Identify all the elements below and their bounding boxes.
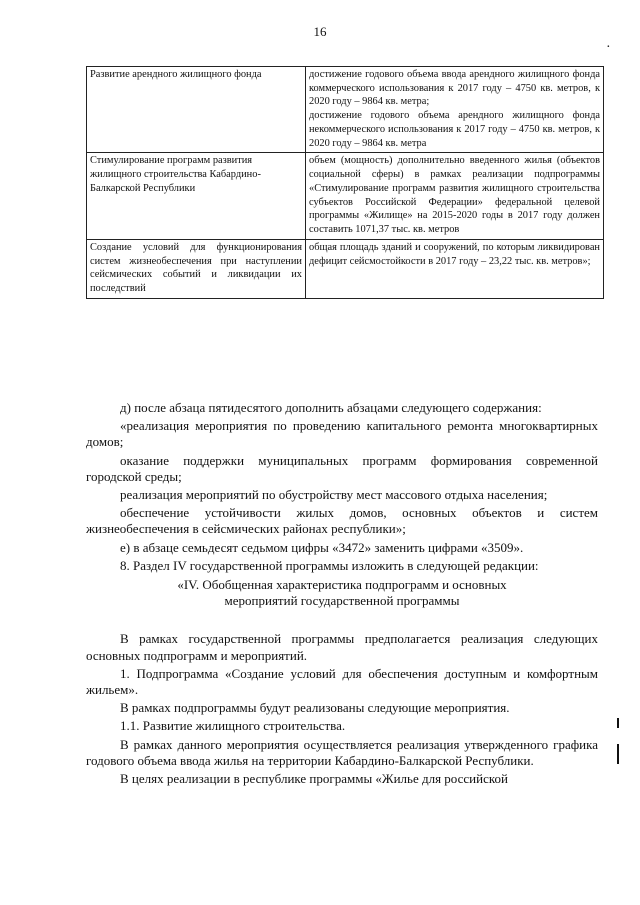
paragraph: обеспечение устойчивости жилых домов, основных объектов и систем жизнеобеспечения в сейсмических районах республики»; xyxy=(86,505,598,537)
paragraph: В рамках подпрограммы будут реализованы следующие мероприятия. xyxy=(120,700,510,716)
paragraph: 1.1. Развитие жилищного строительства. xyxy=(120,718,346,734)
table-cell-measure: Стимулирование программ развития жилищного строительства Кабардино-Балкарской Республики xyxy=(87,153,306,239)
indicators-table xyxy=(86,66,604,299)
table-cell-result: общая площадь зданий и сооружений, по которым ликвидирован дефицит сейсмостойкости в 2017 году – 23,22 тыс. кв. метров»; xyxy=(306,239,604,298)
table-cell-measure: Создание условий для функционирования систем жизнеобеспечения при наступлении сейсмических событий и ликвидации их последствий xyxy=(87,239,306,298)
paragraph: В целях реализации в республике программы «Жилье для российской xyxy=(120,771,508,787)
paragraph: реализация мероприятий по обустройству мест массового отдыха населения; xyxy=(120,487,548,503)
table-cell-line: достижение годового объема арендного жилищного фонда некоммерческого использования к 2017 году – 4750 кв. метров, к 2020 году – 9864 кв. метра xyxy=(309,110,600,149)
table-row xyxy=(87,67,604,153)
paragraph: оказание поддержки муниципальных программ формирования современной городской среды; xyxy=(86,452,598,484)
table-row xyxy=(87,153,604,239)
spacer xyxy=(86,609,598,631)
paragraph: В рамках государственной программы предполагается реализация следующих основных подпрограмм и мероприятий. xyxy=(86,631,598,663)
table-row xyxy=(87,239,604,298)
section-heading xyxy=(86,577,598,609)
paragraph: 1. Подпрограмма «Создание условий для обеспечения доступным и комфортным жильем». xyxy=(86,665,598,698)
section-heading-line: мероприятий государственной программы xyxy=(224,593,460,609)
paragraph: «реализация мероприятия по проведению капитального ремонта многоквартирных домов; xyxy=(86,418,598,450)
margin-mark xyxy=(617,744,619,764)
paragraph: В рамках данного мероприятия осуществляется реализация утвержденного графика годового объема ввода жилья на территории Кабардино-Балкарской Республики. xyxy=(86,736,598,768)
table-cell-measure: Развитие арендного жилищного фонда xyxy=(87,67,306,153)
page-number: 16 xyxy=(313,24,327,39)
table-cell-line: достижение годового объема ввода арендного жилищного фонда коммерческого использования к 2017 году – 4750 кв. метров, к 2020 году – 9864 кв. метра; xyxy=(309,69,600,108)
paragraph: д) после абзаца пятидесятого дополнить абзацами следующего содержания: xyxy=(120,400,542,415)
margin-mark xyxy=(617,718,619,728)
table-cell-result: объем (мощность) дополнительно введенного жилья (объектов социальной сферы) в рамках реализации подпрограммы «Стимулирование программ развития жилищного строительства субъектов Российской Федерации» федеральной целевой программы «Жилище» на 2015-2020 годы в 2017 году должен составить 1071,37 тыс. кв. метров xyxy=(306,153,604,239)
table-cell-text xyxy=(309,68,600,150)
scan-dot: · xyxy=(606,40,611,55)
table-cell-result xyxy=(306,67,604,153)
paragraph: 8. Раздел IV государственной программы изложить в следующей редакции: xyxy=(120,557,539,573)
paragraph: е) в абзаце семьдесят седьмом цифры «3472» заменить цифрами «3509». xyxy=(120,539,524,555)
section-heading-line: «IV. Обобщенная характеристика подпрограмм и основных xyxy=(177,577,507,593)
body-text xyxy=(86,400,598,789)
